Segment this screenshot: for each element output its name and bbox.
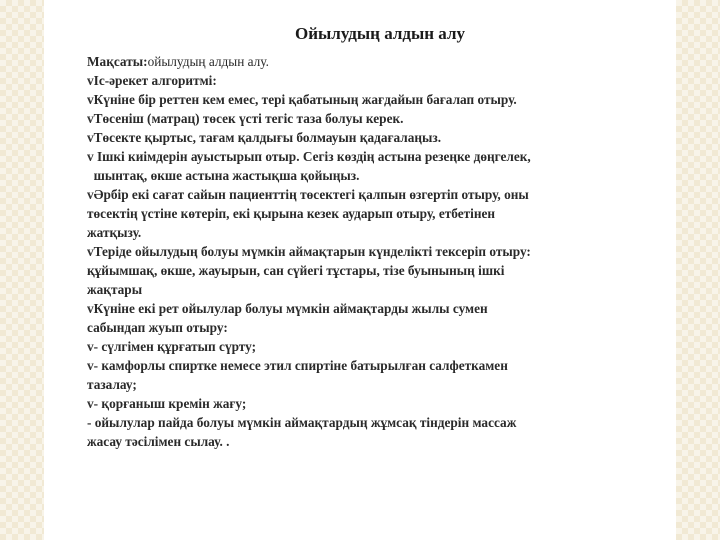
text-line	[87, 166, 637, 185]
line-text: жасау тәсілімен сылау. .	[87, 434, 230, 449]
text-line	[87, 413, 637, 432]
line-text: - ойылулар пайда болуы мүмкін аймақтардың жұмсақ тіндерін массаж	[87, 415, 517, 430]
diamond-bullet-icon: v	[87, 187, 94, 202]
text-line	[87, 356, 637, 375]
diamond-bullet-icon: v	[87, 244, 94, 259]
line-text: тазалау;	[87, 377, 137, 392]
text-line	[87, 71, 637, 90]
left-decorative-border	[0, 0, 44, 540]
line-text: Іс-әрекет алгоритмі:	[93, 73, 217, 88]
slide-title: Ойылудың алдын алу	[295, 24, 465, 43]
right-decorative-border	[676, 0, 720, 540]
line-text: шынтақ, өкше астына жастықша қойыңыз.	[87, 168, 360, 183]
line-text: Ішкі киімдерін ауыстырып отыр. Сегіз көздің астына резеңке дөңгелек,	[93, 149, 531, 164]
text-line	[87, 299, 637, 318]
line-text: - камфорлы спиртке немесе этил спиртіне батырылған салфеткамен	[93, 358, 508, 373]
diamond-bullet-icon: v	[87, 396, 94, 411]
goal-text: ойылудың алдын алу.	[147, 54, 269, 69]
line-text: - сүлгімен құрғатып сүрту;	[93, 339, 257, 354]
slide-content	[87, 52, 637, 451]
text-line	[87, 394, 637, 413]
goal-line	[87, 52, 637, 71]
diamond-bullet-icon: v	[87, 358, 94, 373]
line-text: жатқызу.	[87, 225, 142, 240]
slide	[44, 0, 676, 540]
text-line	[87, 375, 637, 394]
goal-label: Мақсаты:	[87, 54, 148, 69]
line-text: - қорғаныш кремін жағу;	[93, 396, 247, 411]
text-line	[87, 261, 637, 280]
text-line	[87, 337, 637, 356]
line-text: сабындап жуып отыру:	[87, 320, 228, 335]
line-text: Төсеніш (матрац) төсек үсті тегіс таза болуы керек.	[93, 111, 404, 126]
text-line	[87, 204, 637, 223]
text-line	[87, 242, 637, 261]
diamond-bullet-icon: v	[87, 130, 94, 145]
line-text: Күніне екі рет ойылулар болуы мүмкін аймақтарды жылы сумен	[93, 301, 488, 316]
line-text: Күніне бір реттен кем емес, тері қабатының жағдайын бағалап отыру.	[93, 92, 517, 107]
bullet-list	[87, 71, 637, 451]
line-text: жақтары	[87, 282, 143, 297]
text-line	[87, 318, 637, 337]
text-line	[87, 432, 637, 451]
line-text: Теріде ойылудың болуы мүмкін аймақтарын күнделікті тексеріп отыру:	[93, 244, 531, 259]
text-line	[87, 128, 637, 147]
line-text: Әрбір екі сағат сайын пациенттің төсектегі қалпын өзгертіп отыру, оны	[93, 187, 529, 202]
line-text: құйымшақ, өкше, жауырын, сан сүйегі тұстары, тізе буынының ішкі	[87, 263, 505, 278]
text-line	[87, 185, 637, 204]
text-line	[87, 280, 637, 299]
diamond-bullet-icon: v	[87, 339, 94, 354]
line-text: төсектің үстіне көтеріп, екі қырына кезек аударып отыру, етбетінен	[87, 206, 496, 221]
diamond-bullet-icon: v	[87, 92, 94, 107]
diamond-bullet-icon: v	[87, 301, 94, 316]
text-line	[87, 109, 637, 128]
line-text: Төсекте қыртыс, тағам қалдығы болмауын қадағалаңыз.	[93, 130, 442, 145]
text-line	[87, 90, 637, 109]
text-line	[87, 147, 637, 166]
diamond-bullet-icon: v	[87, 73, 94, 88]
diamond-bullet-icon: v	[87, 149, 94, 164]
text-line	[87, 223, 637, 242]
diamond-bullet-icon: v	[87, 111, 94, 126]
